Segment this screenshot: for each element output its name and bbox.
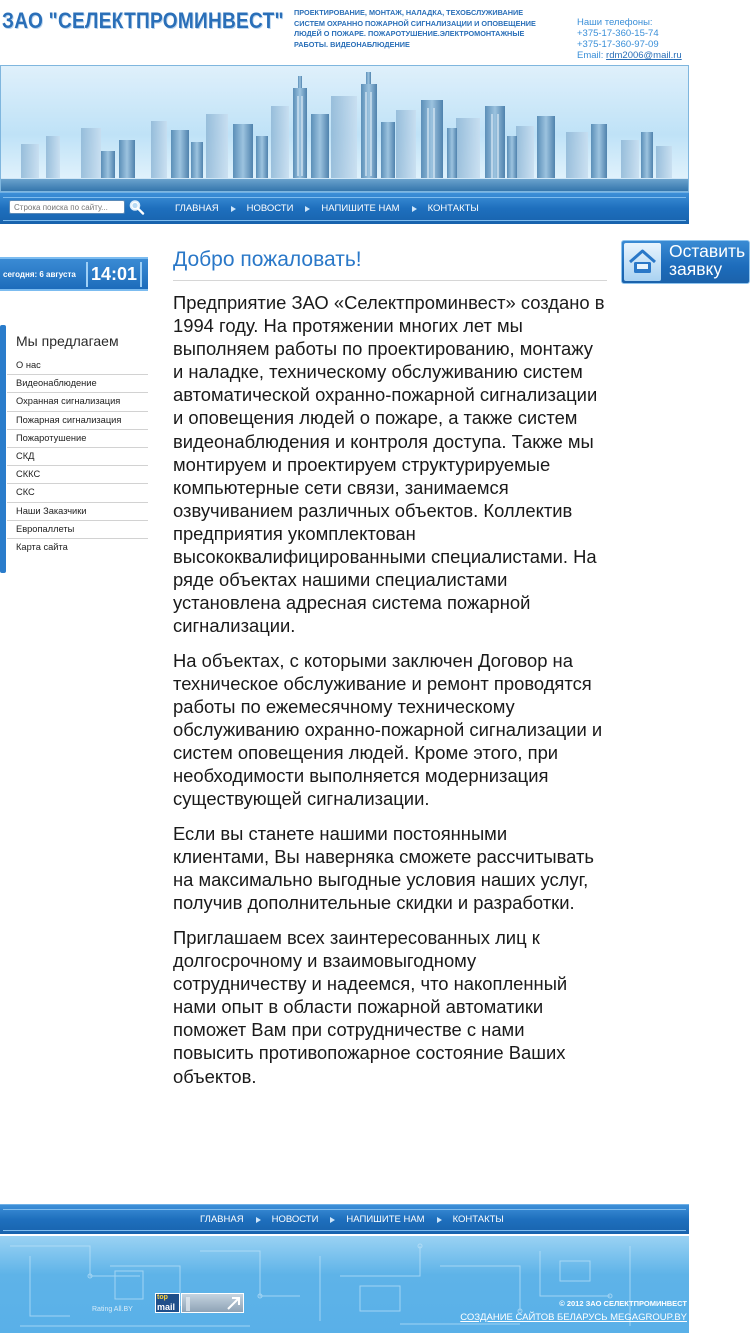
top-nav-links bbox=[175, 203, 479, 214]
header-tagline: ПРОЕКТИРОВАНИЕ, МОНТАЖ, НАЛАДКА, ТЕХОБСЛУЖИВАНИЕ СИСТЕМ ОХРАННО ПОЖАРНОЙ СИГНАЛИЗАЦИИ И ОПОВЕЩЕНИЕ ЛЮДЕЙ О ПОЖАРЕ. ПОЖАРОТУШЕНИЕ.ЭЛЕКТРОМОНТАЖНЫЕ РАБОТЫ. ВИДЕОНАБЛЮДЕНИЕ bbox=[294, 8, 536, 49]
content-paragraph: На объектах, с которыми заключен Договор на техническое обслуживание и ремонт проводятся работы по ежемесячному техническому обслуживанию охранно-пожарной сигнализации и систем оповещения людей. Кроме этого, при необходимости выполняется модернизация существующей сигнализации. bbox=[173, 649, 603, 810]
footer-nav-write-us[interactable]: НАПИШИТЕ НАМ bbox=[346, 1214, 425, 1225]
footer-nav-home[interactable]: ГЛАВНАЯ bbox=[200, 1214, 244, 1225]
sidebar-item-europallets[interactable]: Европаллеты bbox=[7, 521, 148, 539]
nav-arrow-icon bbox=[330, 1217, 335, 1223]
email-link[interactable]: rdm2006@mail.ru bbox=[606, 50, 682, 61]
sidebar-menu bbox=[7, 357, 148, 557]
leave-request-line-1: Оставить bbox=[669, 241, 746, 261]
header-banner bbox=[0, 65, 689, 192]
nav-arrow-icon bbox=[437, 1217, 442, 1223]
topmail-top-text: top bbox=[157, 1294, 168, 1301]
current-time: 14:01 bbox=[86, 262, 142, 287]
page-title: Добро пожаловать! bbox=[173, 248, 362, 271]
search-icon bbox=[128, 199, 146, 215]
sidebar-item-sks[interactable]: СКС bbox=[7, 484, 148, 502]
header-contacts bbox=[577, 17, 747, 61]
phone-1: +375-17-360-15-74 bbox=[577, 28, 659, 39]
bottom-navigation-bar bbox=[0, 1204, 689, 1234]
email-line bbox=[577, 50, 747, 61]
phone-2: +375-17-360-97-09 bbox=[577, 39, 659, 50]
home-icon bbox=[624, 243, 661, 281]
title-divider bbox=[173, 280, 607, 281]
phones-label: Наши телефоны: bbox=[577, 17, 653, 28]
nav-home[interactable]: ГЛАВНАЯ bbox=[175, 203, 219, 214]
content-paragraph: Если вы станете нашими постоянными клиентами, Вы наверняка сможете рассчитывать на максимально выгодные условия наших услуг, получив дополнительные скидки и разработки. bbox=[173, 823, 594, 914]
sidebar-item-security-alarm[interactable]: Охранная сигнализация bbox=[7, 393, 148, 411]
nav-arrow-icon bbox=[305, 206, 310, 212]
leave-request-button[interactable] bbox=[621, 240, 750, 284]
footer-nav-contacts[interactable]: КОНТАКТЫ bbox=[452, 1214, 504, 1225]
nav-arrow-icon bbox=[231, 206, 236, 212]
sidebar-item-sitemap[interactable]: Карта сайта bbox=[16, 541, 68, 552]
bottom-nav-links bbox=[200, 1214, 504, 1225]
topmail-mail-text: mail bbox=[157, 1302, 176, 1312]
nav-contacts[interactable]: КОНТАКТЫ bbox=[427, 203, 479, 214]
rating-counter-image[interactable]: Rating All.BY bbox=[92, 1306, 133, 1313]
topmail-counter-graph[interactable] bbox=[181, 1293, 244, 1313]
site-logo[interactable]: ЗАО "СЕЛЕКТПРОМИНВЕСТ" bbox=[2, 8, 284, 33]
footer bbox=[0, 1236, 689, 1333]
sidebar-item-fire-alarm[interactable]: Пожарная сигнализация bbox=[7, 412, 148, 430]
topmail-counter[interactable] bbox=[155, 1293, 180, 1313]
leave-request-label bbox=[669, 242, 745, 278]
sidebar-item-skd[interactable]: СКД bbox=[7, 448, 148, 466]
sidebar-title: Мы предлагаем bbox=[16, 333, 119, 349]
content-paragraph: Приглашаем всех заинтересованных лиц к долгосрочному и взаимовыгодному сотрудничеству и надеемся, что накопленный нами опыт в области пожарной автоматики поможет Вам при сотрудничестве с нами повысить противопожарное состояние Ваших объектов. bbox=[173, 926, 568, 1087]
sidebar-item-video-surveillance[interactable]: Видеонаблюдение bbox=[7, 375, 148, 393]
leave-request-line-2: заявку bbox=[669, 259, 723, 279]
city-skyline-image bbox=[1, 66, 689, 192]
search-button[interactable] bbox=[128, 199, 146, 215]
nav-write-us[interactable]: НАПИШИТЕ НАМ bbox=[321, 203, 400, 214]
sidebar-item-clients[interactable]: Наши Заказчики bbox=[7, 503, 148, 521]
date-time-bar bbox=[0, 257, 148, 291]
nav-news[interactable]: НОВОСТИ bbox=[246, 203, 294, 214]
copyright-text: © 2012 ЗАО СЕЛЕКТПРОМИНВЕСТ bbox=[559, 1299, 687, 1308]
sidebar-item-fire-suppression[interactable]: Пожаротушение bbox=[7, 430, 148, 448]
developer-link[interactable]: СОЗДАНИЕ САЙТОВ БЕЛАРУСЬ MEGAGROUP.BY bbox=[460, 1312, 687, 1323]
main-content bbox=[173, 291, 607, 1099]
search-input[interactable] bbox=[9, 200, 125, 214]
nav-arrow-icon bbox=[256, 1217, 261, 1223]
sidebar-accent-bar bbox=[0, 325, 6, 573]
nav-arrow-icon bbox=[412, 206, 417, 212]
footer-nav-news[interactable]: НОВОСТИ bbox=[271, 1214, 319, 1225]
content-paragraph: Предприятие ЗАО «Селектпроминвест» создано в 1994 году. На протяжении многих лет мы выполняем работы по проектированию, монтажу и наладке, техническому обслуживанию систем автоматической охранно-пожарной сигнализации и оповещения людей о пожаре, а также систем видеонаблюдения и контроля доступа. Также мы монтируем и проектируем структурируемые компьютерные сети связи, занимаемся озвучиванием различных объектов. Коллектив предприятия укомплектован высококвалифицированными специалистами. На ряде объектах нашими специалистами установлена адресная система пожарной сигнализации. bbox=[173, 292, 605, 637]
current-date: сегодня: 6 августа bbox=[3, 270, 76, 279]
sidebar-item-skks[interactable]: СККС bbox=[7, 466, 148, 484]
sidebar-item-about[interactable]: О нас bbox=[7, 357, 148, 375]
email-label: Email: bbox=[577, 50, 604, 61]
